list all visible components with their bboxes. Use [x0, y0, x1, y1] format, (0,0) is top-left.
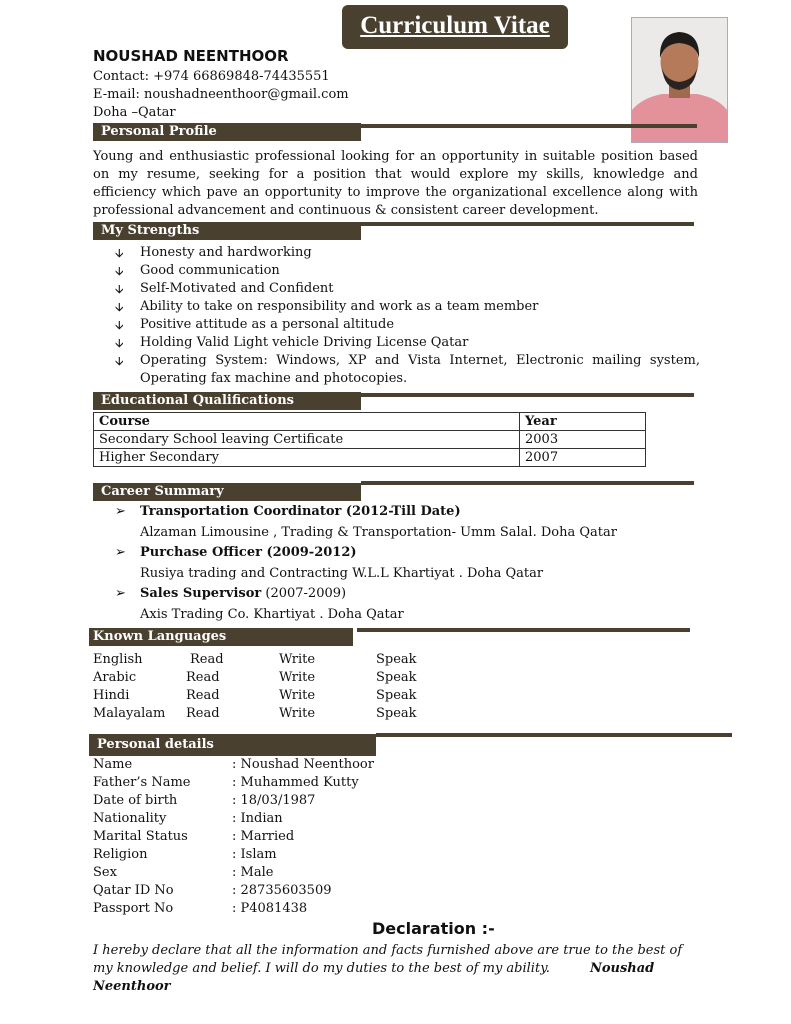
section-rule [376, 733, 732, 737]
table-row [94, 431, 646, 449]
table-cell: Higher Secondary [94, 449, 520, 467]
contact-phone: Contact: +974 66869848-74435551 [93, 69, 330, 84]
list-item: 🡫 Operating System: Windows, XP and Vista Internet, Electronic mailing system, Operating fax machine and photocopies. [115, 353, 700, 386]
list-item: 🡫 Positive attitude as a personal altitude [115, 317, 395, 332]
list-item: Father’s Name : Muhammed Kutty [93, 775, 359, 790]
candidate-name: NOUSHAD NEENTHOOR [93, 47, 289, 65]
career-list [115, 502, 715, 625]
list-item: Marital Status : Married [93, 829, 295, 844]
declaration-title: Declaration :- [372, 919, 495, 938]
table-row [94, 449, 646, 467]
list-item: 🡫 Honesty and hardworking [115, 245, 312, 260]
job-company: Alzaman Limousine , Trading & Transportation- Umm Salal. Doha Qatar [140, 525, 617, 540]
column-header: Course [94, 413, 520, 431]
section-rule [361, 222, 694, 226]
list-item: Malayalam Read Write Speak [93, 706, 417, 721]
chevron-bullet-icon: ➢ [115, 586, 126, 601]
contact-location: Doha –Qatar [93, 105, 176, 120]
list-item: Arabic Read Write Speak [93, 670, 417, 685]
signature-name: Noushad Neenthoor [93, 961, 655, 994]
section-rule [361, 124, 697, 128]
list-item: Religion : Islam [93, 847, 277, 862]
arrow-bullet-icon: 🡫 [115, 318, 124, 332]
chevron-bullet-icon: ➢ [115, 545, 126, 560]
table-cell: 2003 [520, 431, 646, 449]
arrow-bullet-icon: 🡫 [115, 246, 124, 260]
arrow-bullet-icon: 🡫 [115, 336, 124, 350]
job-title: ➢ Transportation Coordinator (2012-Till Date) [115, 502, 715, 522]
list-item: English Read Write Speak [93, 652, 417, 667]
list-item: Hindi Read Write Speak [93, 688, 417, 703]
section-header-career: Career Summary [93, 483, 361, 501]
arrow-bullet-icon: 🡫 [115, 300, 124, 314]
list-item: Nationality : Indian [93, 811, 283, 826]
arrow-bullet-icon: 🡫 [115, 264, 124, 278]
section-header-strengths: My Strengths [93, 222, 361, 240]
job-title: ➢ Purchase Officer (2009-2012) [115, 543, 715, 563]
list-item: Name : Noushad Neenthoor [93, 757, 374, 772]
chevron-bullet-icon: ➢ [115, 504, 126, 519]
profile-text: Young and enthusiastic professional looking for an opportunity in suitable position based on my resume, seeking for a position that would explore my skills, knowledge and efficiency which pave an opportunity to improve the organizational excellence along with professional advancement and continuous & consistent career development. [93, 149, 698, 218]
section-rule [361, 393, 694, 397]
section-header-profile: Personal Profile [93, 123, 361, 141]
job-title: ➢ Sales Supervisor (2007-2009) [115, 584, 715, 604]
list-item: 🡫 Self-Motivated and Confident [115, 281, 334, 296]
list-item: Qatar ID No : 28735603509 [93, 883, 332, 898]
section-header-education: Educational Qualifications [93, 392, 361, 410]
section-header-personal: Personal details [89, 734, 376, 756]
contact-email: E-mail: noushadneenthoor@gmail.com [93, 87, 349, 102]
strengths-list [115, 244, 700, 388]
list-item: Sex : Male [93, 865, 274, 880]
list-item: 🡫 Good communication [115, 263, 280, 278]
list-item: Date of birth : 18/03/1987 [93, 793, 316, 808]
table-cell: Secondary School leaving Certificate [94, 431, 520, 449]
job-company: Axis Trading Co. Khartiyat . Doha Qatar [140, 607, 404, 622]
education-table [93, 412, 646, 467]
arrow-bullet-icon: 🡫 [115, 354, 124, 368]
list-item: 🡫 Ability to take on responsibility and work as a team member [115, 299, 539, 314]
list-item: Passport No : P4081438 [93, 901, 308, 916]
table-cell: 2007 [520, 449, 646, 467]
list-item: 🡫 Holding Valid Light vehicle Driving License Qatar [115, 335, 469, 350]
section-rule [357, 628, 690, 632]
job-company: Rusiya trading and Contracting W.L.L Khartiyat . Doha Qatar [140, 566, 544, 581]
section-header-languages: Known Languages [89, 628, 353, 646]
arrow-bullet-icon: 🡫 [115, 282, 124, 296]
personal-details [93, 757, 493, 919]
column-header: Year [520, 413, 646, 431]
section-rule [361, 481, 694, 485]
languages-list [93, 652, 493, 724]
cv-title: Curriculum Vitae [342, 5, 568, 49]
table-header-row [94, 413, 646, 431]
declaration-text: I hereby declare that all the information and facts furnished above are true to the best of my knowledge and belief. I will do my duties to the best of my ability. Noushad Neenthoor [93, 943, 683, 994]
